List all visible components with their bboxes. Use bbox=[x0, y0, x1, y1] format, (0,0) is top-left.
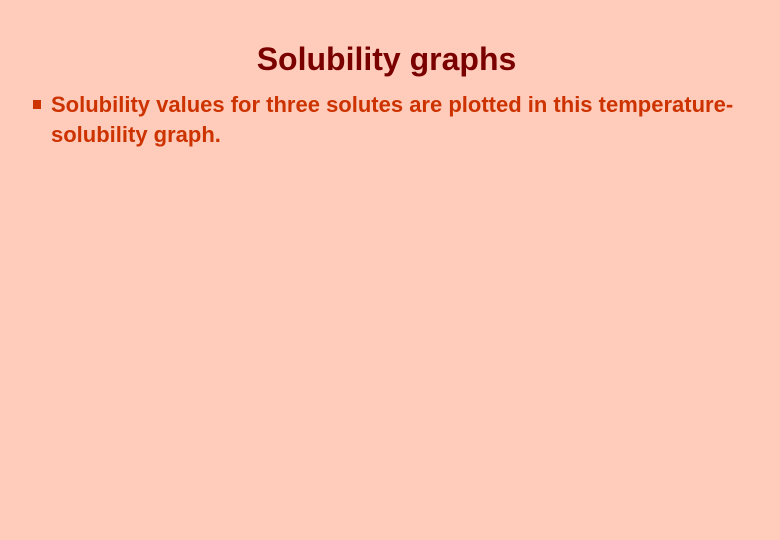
slide-title: Solubility graphs bbox=[256, 41, 517, 77]
bullet-item bbox=[32, 90, 762, 150]
square-bullet-icon bbox=[33, 100, 41, 109]
bullet-text: Solubility values for three solutes are plotted in this temperature-solubility graph. bbox=[51, 92, 734, 147]
bullet-list bbox=[32, 90, 762, 150]
